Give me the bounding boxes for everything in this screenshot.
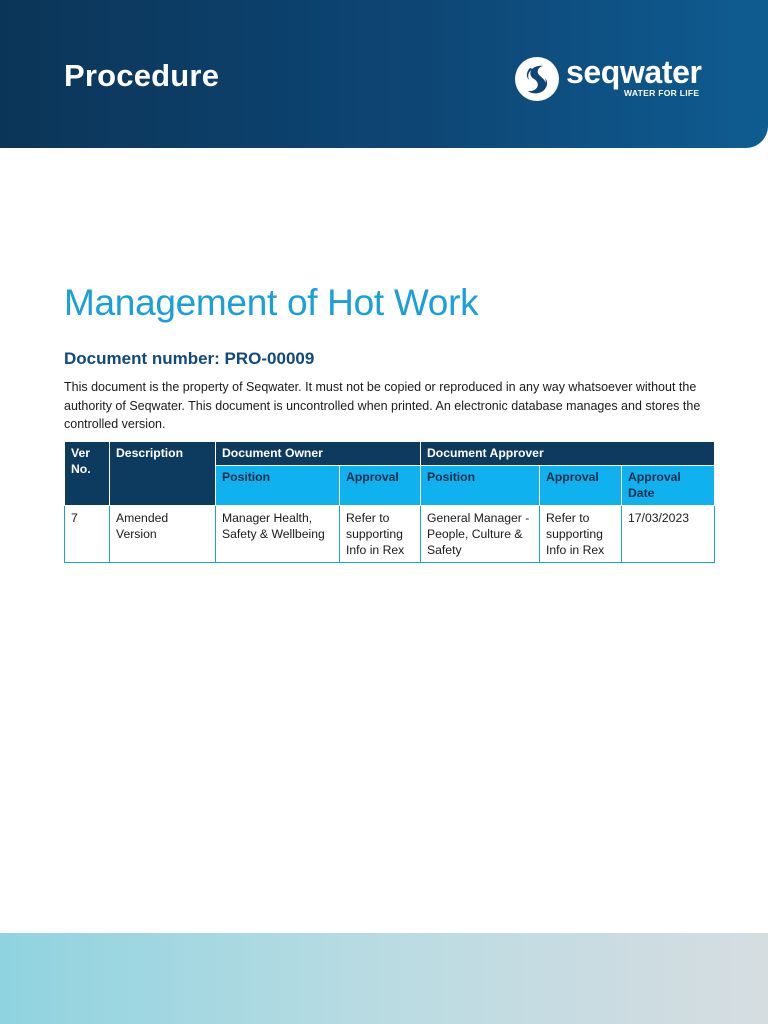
seqwater-logo [514, 54, 714, 102]
cell-approver-position: General Manager - People, Culture & Safety [421, 506, 540, 563]
version-history-table [64, 441, 715, 563]
header-document-owner: Document Owner [216, 442, 421, 466]
document-number: Document number: PRO-00009 [64, 349, 315, 368]
footer-band [0, 933, 768, 1024]
header-band [0, 0, 768, 148]
cell-owner-approval: Refer to supporting Info in Rex [340, 506, 421, 563]
header-document-approver: Document Approver [421, 442, 715, 466]
cell-approval-date: 17/03/2023 [622, 506, 715, 563]
brand-tagline: WATER FOR LIFE [624, 88, 700, 98]
header-owner-approval: Approval [340, 466, 421, 506]
cell-description: Amended Version [110, 506, 216, 563]
header-approval-date: Approval Date [622, 466, 715, 506]
cell-approver-approval: Refer to supporting Info in Rex [540, 506, 622, 563]
seqwater-swirl-logo-icon [514, 56, 560, 102]
document-type-label: Procedure [64, 58, 220, 93]
brand-name: seqwater [566, 54, 702, 90]
cell-ver-no: 7 [65, 506, 110, 563]
ownership-disclaimer: This document is the property of Seqwater. It must not be copied or reproduced in any way whatsoever without the authority of Seqwater. This document is uncontrolled when printed. An electronic database manages and stores the controlled version. [64, 380, 701, 431]
header-ver-no: Ver No. [65, 442, 110, 506]
cell-owner-position: Manager Health, Safety & Wellbeing [216, 506, 340, 563]
header-approver-approval: Approval [540, 466, 622, 506]
header-approver-position: Position [421, 466, 540, 506]
header-owner-position: Position [216, 466, 340, 506]
header-description: Description [110, 442, 216, 506]
document-title: Management of Hot Work [64, 282, 479, 323]
table-row [65, 506, 715, 563]
table-header-row [65, 442, 715, 466]
